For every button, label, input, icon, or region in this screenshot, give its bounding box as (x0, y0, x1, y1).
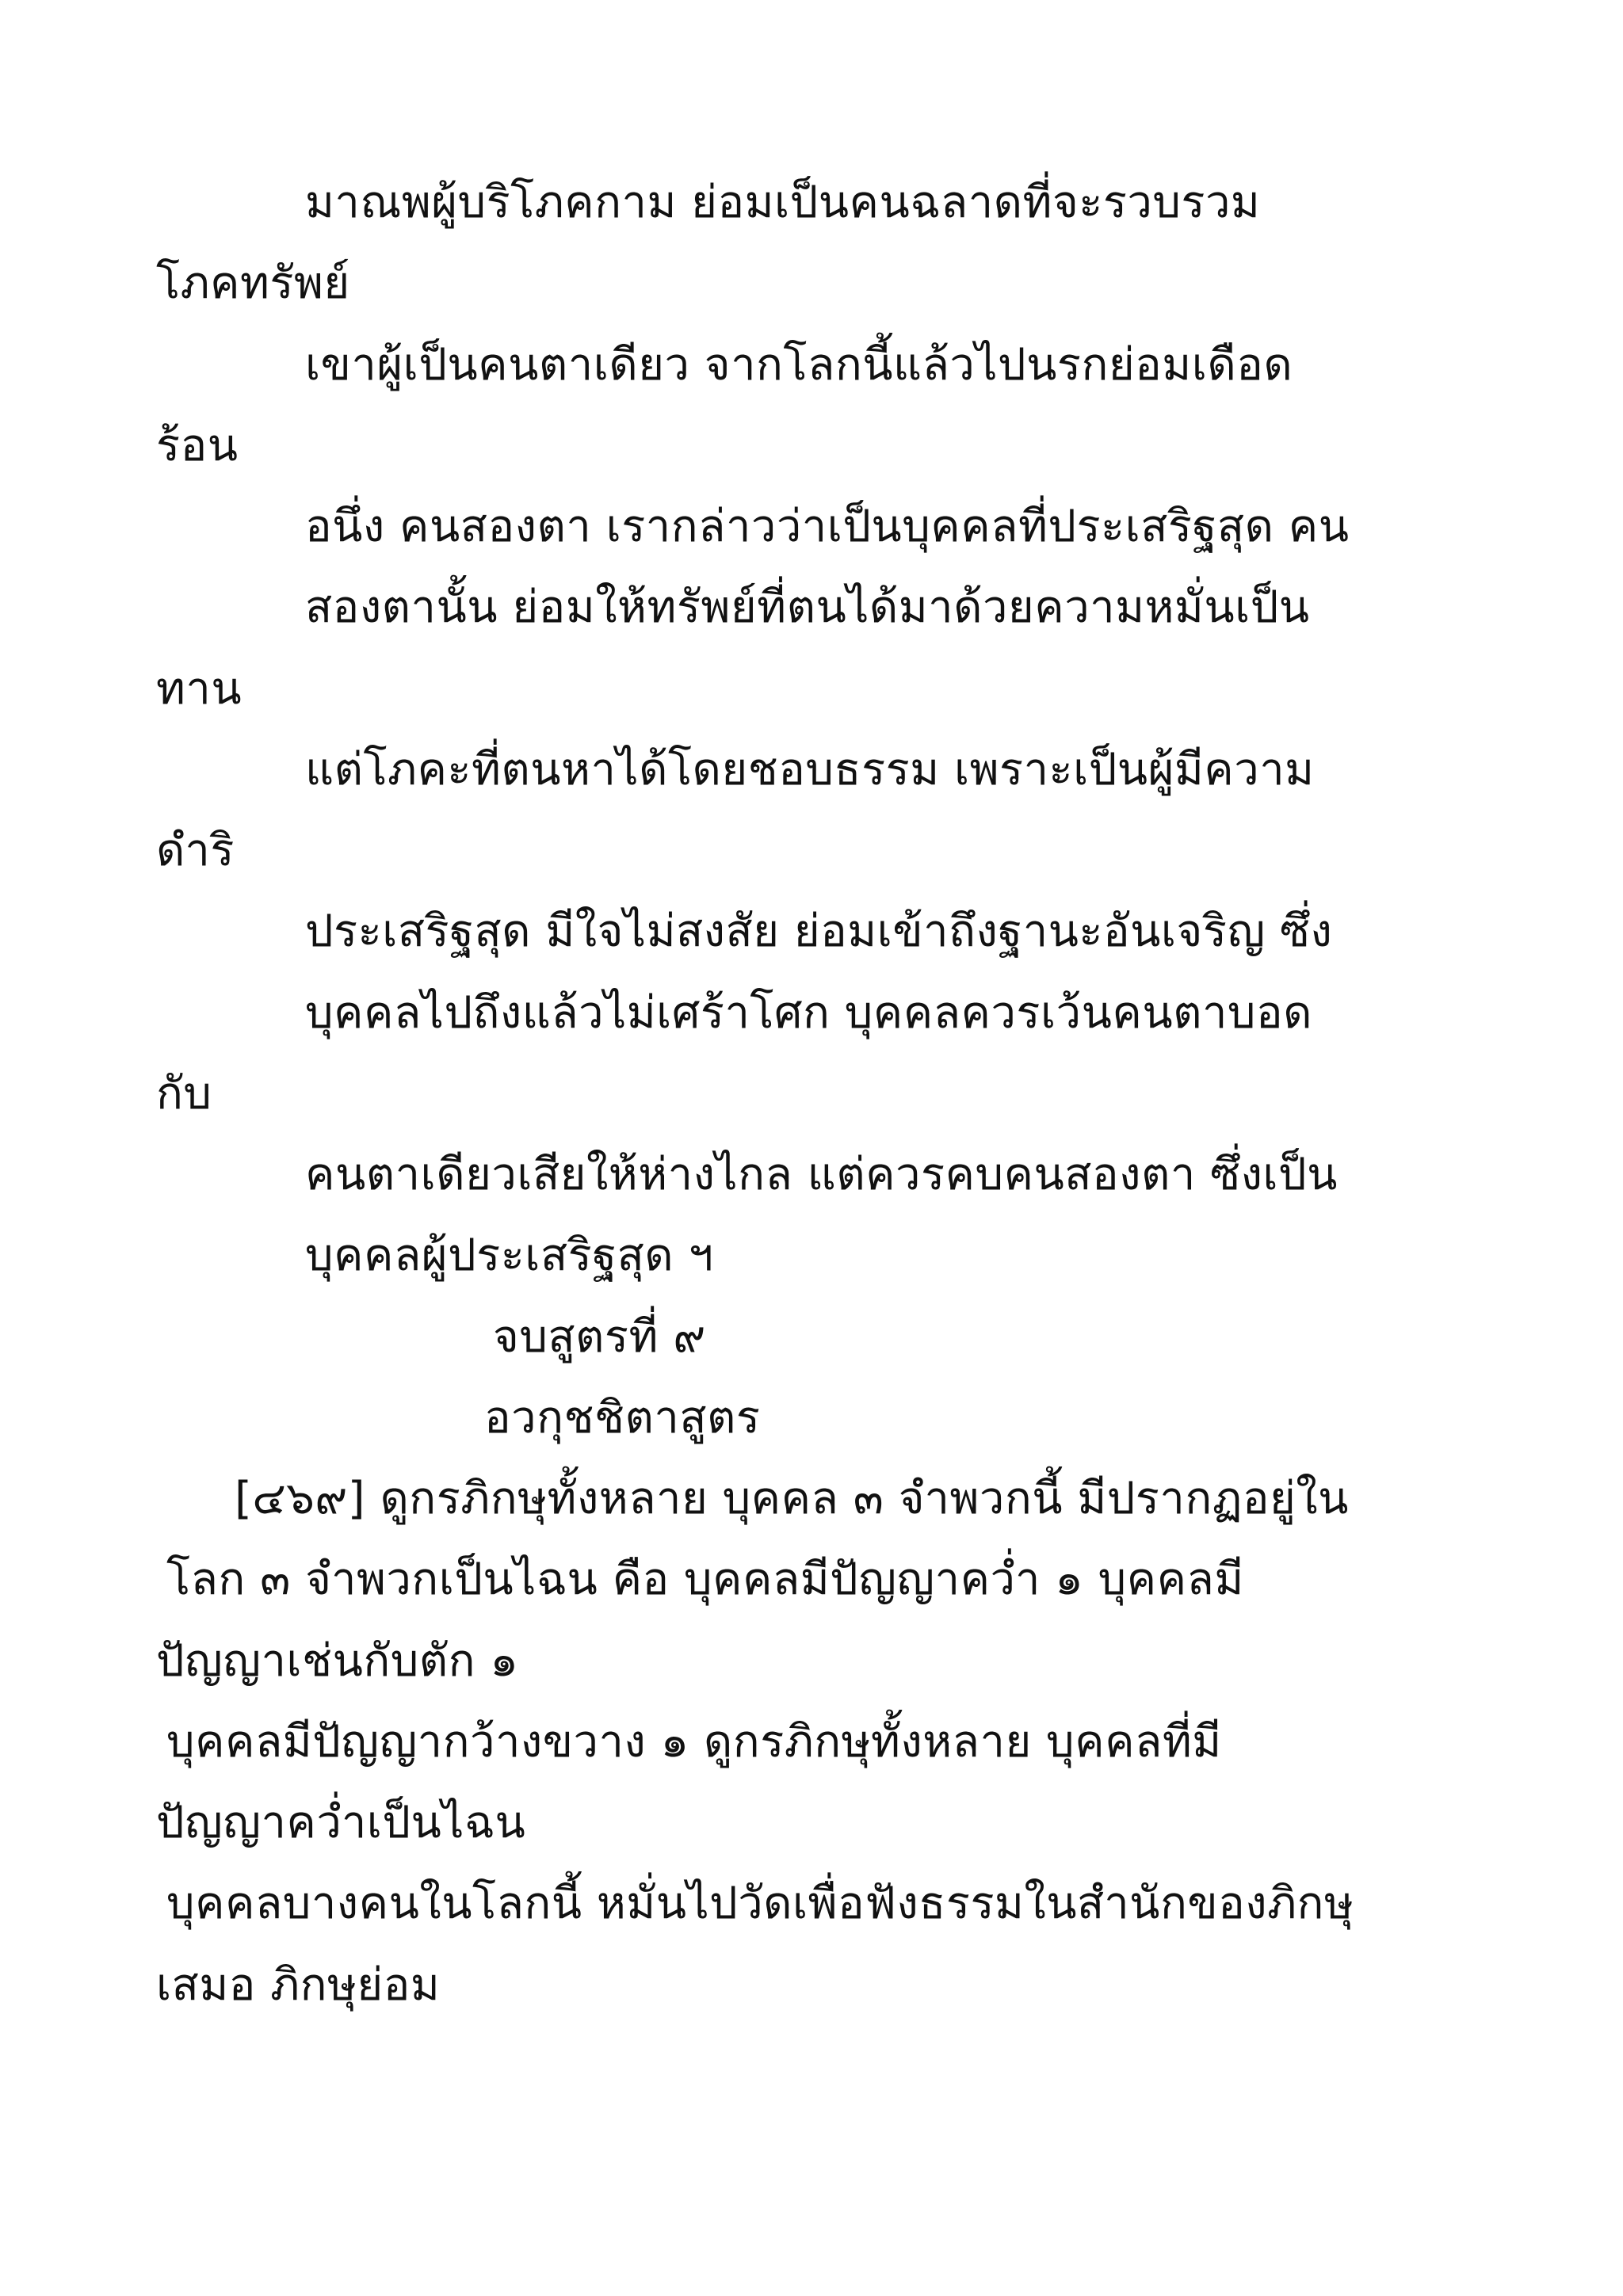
text-line-5: อนึ่ง คนสองตา เรากล่าวว่าเป็นบุคคลที่ประเสริฐสุด คน (305, 501, 1350, 552)
text-line-19: ปัญญาเช่นกับตัก ๑ (156, 1635, 519, 1687)
text-line-4: ร้อน (156, 420, 239, 471)
text-line-22: บุคคลบางคนในโลกนี้ หมั่นไปวัดเพื่อฟังธรรมในสำนักของภิกษุ (166, 1878, 1354, 1929)
text-line-1: มาณพผู้บริโภคกาม ย่อมเป็นคนฉลาดที่จะรวบรวม (305, 177, 1261, 228)
sutta-end-line: จบสูตรที่ ๙ (493, 1311, 706, 1363)
sutta-title: อวกุชชิตาสูตร (484, 1392, 761, 1444)
text-line-23: เสมอ ภิกษุย่อม (156, 1959, 441, 2011)
text-line-10: ประเสริฐสุด มีใจไม่สงสัย ย่อมเข้าถึงฐานะอันเจริญ ซึ่ง (305, 906, 1333, 957)
text-line-6: สองตานั้น ย่อมให้ทรัพย์ที่ตนได้มาด้วยความหมั่นเป็น (305, 582, 1310, 633)
text-line-9: ดำริ (156, 825, 235, 876)
text-line-17: [๔๖๙] ดูกรภิกษุทั้งหลาย บุคคล ๓ จำพวกนี้ มีปรากฏอยู่ใน (235, 1473, 1349, 1524)
text-line-21: ปัญญาคว่ำเป็นไฉน (156, 1797, 526, 1848)
text-line-14: บุคคลผู้ประเสริฐสุด ฯ (305, 1230, 714, 1281)
text-line-20: บุคคลมีปัญญากว้างขวาง ๑ ดูกรภิกษุทั้งหลาย บุคคลที่มี (166, 1716, 1222, 1768)
text-line-13: คนตาเดียวเสียให้ห่างไกล แต่ควรคบคนสองตา ซึ่งเป็น (305, 1149, 1338, 1200)
text-line-18: โลก ๓ จำพวกเป็นไฉน คือ บุคคลมีปัญญาคว่ำ ๑ บุคคลมี (166, 1554, 1244, 1605)
text-line-12: กับ (156, 1068, 212, 1119)
text-line-2: โภคทรัพย์ (156, 257, 350, 309)
text-line-8: แต่โภคะที่ตนหาได้โดยชอบธรรม เพราะเป็นผู้มีความ (305, 744, 1315, 795)
text-line-11: บุคคลไปถึงแล้วไม่เศร้าโศก บุคคลควรเว้นคนตาบอด (305, 987, 1312, 1039)
text-line-3: เขาผู้เป็นคนตาเดียว จากโลกนี้แล้วไปนรกย่อมเดือด (305, 339, 1293, 391)
text-line-7: ทาน (156, 663, 242, 715)
